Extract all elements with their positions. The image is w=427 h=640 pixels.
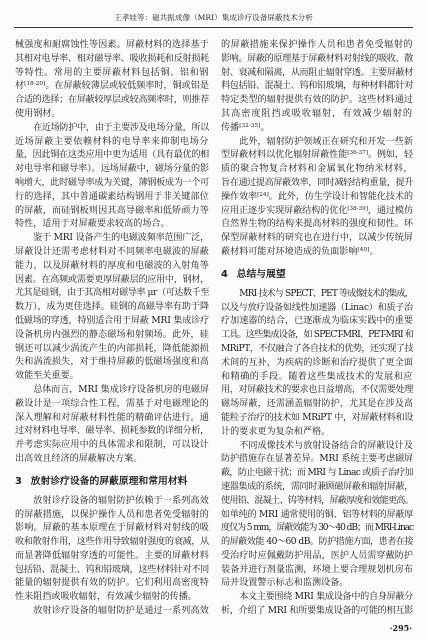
text-line: 术间的互补，为疾病的诊断和治疗提供了更全面 bbox=[221, 357, 413, 368]
citation-marker: [38-39] bbox=[347, 205, 368, 212]
text-line: 等特性。常用的主要屏蔽材料包括铜、铝和钢 bbox=[15, 67, 209, 78]
text-line: 能量的辐射提供有效的防护。它们利用高密度特 bbox=[15, 578, 209, 589]
text-line: 工具。这些集成设备，如 SPECT-MRI、PET-MRI 和 bbox=[221, 330, 413, 341]
text-line: 放射诊疗设备的辐射防护依赖于一系列高效 bbox=[33, 495, 209, 506]
text-line: 和精确的手段。随着这些集成技术的发展和应 bbox=[221, 371, 413, 382]
text-line: 近场屏蔽主要依赖材料的电导率来抑制电场分 bbox=[15, 136, 209, 147]
section-title: 总结与展望 bbox=[236, 268, 286, 280]
text-line: 鉴于 MRI 设备产生的电磁波频率范围广泛， bbox=[33, 233, 209, 244]
left-column bbox=[15, 39, 209, 619]
text-line: 械强度和耐腐蚀性等因素。屏蔽材料的选择基于 bbox=[15, 40, 209, 50]
section-number: 4 bbox=[221, 268, 228, 280]
text-line: 如单纯的 MRI 通常使用的铜、铝等材料的屏蔽厚 bbox=[221, 509, 413, 520]
text-line: 特定类型的辐射提供有效的防护。这些材料通过 bbox=[221, 95, 413, 106]
paragraph bbox=[221, 288, 413, 440]
citation-marker: [40] bbox=[357, 246, 370, 253]
text-line: 的屏蔽措施来保护操作人员和患者免受辐射的 bbox=[221, 40, 413, 50]
text-line: 使用钢材。 bbox=[15, 108, 61, 119]
section-heading bbox=[221, 268, 413, 282]
text-line: 出高效且经济的屏蔽解决方案。 bbox=[15, 453, 143, 464]
text-line: 其相对电导率、相对磁导率、吸收损耗和反射损耗 bbox=[15, 53, 209, 64]
text-line: 使用铅、混凝土、钨等材料，屏蔽厚度和效能更高。 bbox=[221, 495, 413, 506]
text-line: 影响。屏蔽的原理基于屏蔽材料对射线的吸收、散 bbox=[221, 53, 413, 64]
text-line: 的屏蔽效能 40～60 dB。防护措施方面，患者在接 bbox=[221, 537, 413, 548]
text-line: 的屏蔽措施，以保护操作人员和患者免受辐射的 bbox=[15, 509, 209, 520]
text-line: 材[18-20]。在屏蔽较薄层或较低频率时，铜或铝是 bbox=[15, 81, 209, 92]
citation-marker: [32-35] bbox=[239, 122, 261, 129]
text-line: 总体而言，MRI 集成诊疗设备机房的电磁屏 bbox=[33, 384, 209, 395]
paragraph bbox=[15, 232, 209, 384]
text-line: 本文主要围绕 MRI 集成设备中的自身屏蔽分 bbox=[239, 592, 413, 603]
text-line: 其高密度阻挡或吸收辐射，有效减少辐射的 bbox=[221, 108, 413, 119]
text-line: 装备并进行剂量监测，环境上要合理规划机房布 bbox=[221, 564, 413, 575]
citation-marker: [24] bbox=[257, 191, 269, 198]
text-line: 射、衰减和隔离，从而阻止辐射穿透。主要屏蔽材 bbox=[221, 67, 413, 78]
text-line: 防护措施存在显著差异。MRI 系统主要考虑磁屏 bbox=[221, 454, 413, 465]
text-line: 的屏蔽，而硅钢板则因其高导磁率和低矫顽力等 bbox=[15, 205, 209, 216]
text-line: 应用正逐步实现屏蔽结构的优化[38-39]，通过模仿 bbox=[221, 205, 413, 216]
paragraph bbox=[15, 605, 209, 619]
paragraph bbox=[15, 384, 209, 467]
text-line: 放射诊疗设备的辐射防护是通过一系列高效 bbox=[33, 606, 209, 617]
text-line: 包括铅、混凝土、钨和铅玻璃，这些材料针对不同 bbox=[15, 564, 209, 575]
text-line: 磁场屏蔽，还需涵盖辐射防护，尤其是在涉及高 bbox=[221, 399, 413, 410]
text-line: 能粒子治疗的技术如 MRiPT 中，对屏蔽材料和设 bbox=[221, 412, 413, 423]
text-line: 传播[32-35]。 bbox=[221, 122, 270, 133]
text-line: 收和散射作用，这些作用导致辐射强度的衰减，从 bbox=[15, 537, 209, 548]
running-header: 王孝娃等：磁共振成像（MRI）集成诊疗设备屏蔽技术分析 bbox=[14, 10, 413, 28]
text-line: 用，对屏蔽技术的要求也日益增高，不仅需要处理 bbox=[221, 385, 413, 396]
text-line: 数万），成为更佳选择。硅钢的高磁导率有助于降 bbox=[15, 302, 209, 313]
paragraph bbox=[221, 440, 413, 592]
text-line: 型屏蔽材料以优化辐射屏蔽性能[36-37]。例如，轻 bbox=[221, 150, 413, 161]
text-line: 局并设置警示标志和监测设备。 bbox=[221, 578, 349, 589]
section-title: 放射诊疗设备的屏蔽原理和常用材料 bbox=[30, 475, 188, 487]
text-line: 计的要求更为复杂和严格。 bbox=[221, 426, 331, 437]
paragraph bbox=[15, 122, 209, 232]
text-line: 保型屏蔽材料的研究也在进行中，以减少传统屏 bbox=[221, 233, 413, 244]
text-line: 影响。屏蔽的基本原理在于屏蔽材料对射线的吸 bbox=[15, 523, 209, 534]
section-number: 3 bbox=[15, 475, 22, 487]
text-line: 质的聚合物复合材料和金属氧化物纳米材料， bbox=[221, 164, 413, 175]
text-line: 尤其是硅钢，由于其高相对磁导率 μr（可达数千至 bbox=[15, 288, 209, 299]
citation-marker: [18-20] bbox=[24, 81, 46, 88]
text-line: MRI 技术与 SPECT、PET 等成像技术的集成， bbox=[239, 288, 413, 299]
section-heading bbox=[15, 475, 209, 489]
text-line: 因素。在高频或需要更厚屏蔽层的应用中，钢材， bbox=[15, 274, 209, 285]
text-line: 而显著降低辐射穿透的可能性。主要的屏蔽材料 bbox=[15, 550, 209, 561]
text-line: 钢还可以减少涡流产生的内部损耗，降低能源损 bbox=[15, 343, 209, 354]
paragraph bbox=[221, 136, 413, 260]
text-line: 设备机房内强烈的静态磁场和射频场。此外，硅 bbox=[15, 329, 209, 340]
text-line: 性来阻挡或吸收辐射，有效减少辐射的传播。 bbox=[15, 592, 197, 603]
text-line: 对电导率和磁导率）。远场屏蔽中，磁场分量的影 bbox=[15, 164, 209, 175]
paragraph bbox=[221, 39, 413, 136]
citation-marker: [36-37] bbox=[347, 150, 368, 157]
right-column bbox=[221, 39, 413, 619]
text-line: 行的选择，其中普通碳素结构钢用于非关键部位 bbox=[15, 191, 209, 202]
text-line: 能力，以及屏蔽材料的厚度和电磁波的入射角等 bbox=[15, 260, 209, 271]
text-line: 此外，辐射防护领域正在研究和开发一些新 bbox=[239, 136, 413, 147]
text-line: 量，因此铜在这类应用中更为适用（具有最优的相 bbox=[15, 150, 209, 161]
text-line: 响增大，此时磁导率成为关键，薄钢板成为一个可 bbox=[15, 177, 209, 188]
text-line: 失和涡流损失，对于维持屏蔽的低磁场强度和高 bbox=[15, 357, 209, 368]
text-line: 疗加速器的结合，已逐渐成为临床实践中的重要 bbox=[221, 316, 413, 327]
paragraph bbox=[15, 39, 209, 122]
text-line: 旨在通过提高屏蔽效率，同时减轻结构重量，提升 bbox=[221, 177, 413, 188]
text-line: 速器集成的系统，需同时兼顾磁屏蔽和辐射屏蔽， bbox=[221, 481, 413, 492]
text-line: 屏蔽设计还需考虑材料对不同频率电磁波的屏蔽 bbox=[15, 246, 209, 257]
text-line: 蔽设计是一项综合性工程，需基于对电磁理论的 bbox=[15, 398, 209, 409]
text-line: 特性，适用于对屏蔽要求较高的场合。 bbox=[15, 219, 170, 230]
text-line: 料包括铅、混凝土、钨和铅玻璃，每种材料都针对 bbox=[221, 81, 413, 92]
paragraph bbox=[15, 495, 209, 605]
text-line: 蔽材料可能对环境造成的负面影响[40]。 bbox=[221, 246, 379, 257]
text-line: 在近场防护中，由于主要涉及电场分量，所以 bbox=[33, 122, 209, 133]
text-line: 不同成像技术与放射设备结合的屏蔽设计及 bbox=[239, 440, 413, 451]
paragraph bbox=[221, 591, 413, 619]
text-line: 以及与放疗设备如线性加速器（Linac）和质子治 bbox=[221, 302, 413, 313]
text-line: 自然界生物的结构来提高材料的强度和韧性。环 bbox=[221, 219, 413, 230]
text-line: 度仅为 5 mm，屏蔽效能为 30～40 dB；而 MRI-Linac bbox=[221, 523, 413, 534]
text-line: 效能至关重要。 bbox=[15, 371, 79, 382]
text-line: 低磁场的穿透，特别适合用于屏蔽 MRI 集成诊疗 bbox=[15, 315, 209, 326]
text-line: 蔽，防止电磁干扰；而 MRI 与 Linac 或质子治疗加 bbox=[221, 468, 413, 479]
text-line: 受治疗时应佩戴防护用品，医护人员需穿戴防护 bbox=[221, 550, 413, 561]
text-line: 析，介绍了 MRI 和所要集成设备的可能的相互影 bbox=[221, 606, 413, 617]
text-line: 深入理解和对屏蔽材料性能的精确评估进行。通 bbox=[15, 412, 209, 423]
text-line: 操作效率[24]。此外，仿生学设计和智能化技术的 bbox=[221, 191, 413, 202]
page-number: ·295· bbox=[389, 623, 412, 633]
text-line: 合适的选择；在屏蔽较厚层或较高频率时，则推荐 bbox=[15, 95, 209, 106]
text-line: MRiPT，不仅融合了各自技术的优势，还实现了技 bbox=[221, 343, 413, 354]
text-line: 过对材料电导率、磁导率、损耗参数的详细分析， bbox=[15, 426, 209, 437]
text-line: 并考虑实际应用中的具体需求和限制，可以设计 bbox=[15, 440, 209, 451]
